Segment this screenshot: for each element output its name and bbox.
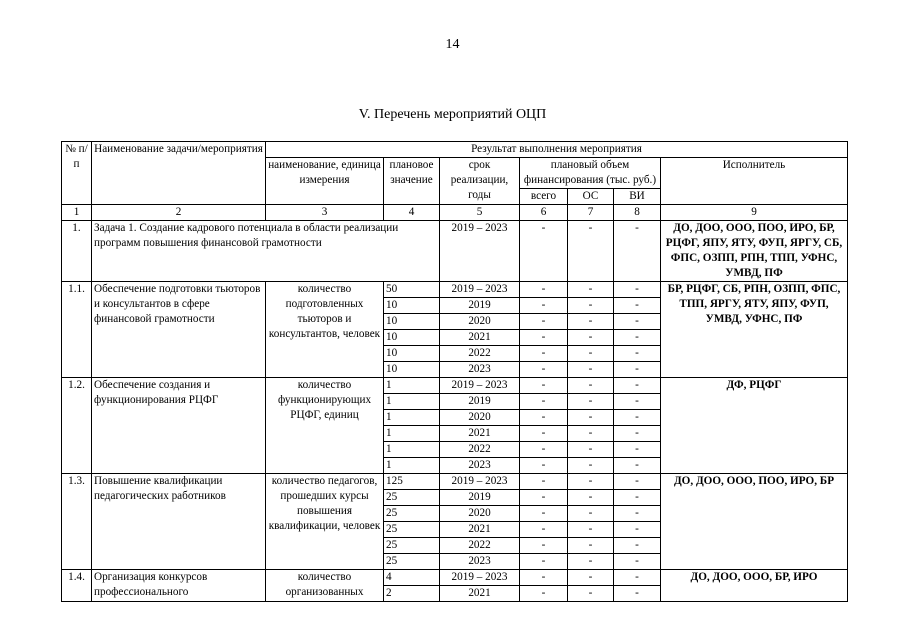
- plan-value-cell: 25: [384, 554, 440, 570]
- os-cell: -: [568, 394, 614, 410]
- header-indicator: наименование, единица измерения: [266, 158, 384, 205]
- activity-name: Обеспечение создания и функционирования РЦФГ: [92, 378, 266, 474]
- period-cell: 2023: [440, 362, 520, 378]
- activity-row: [62, 570, 848, 586]
- total-cell: -: [520, 586, 568, 602]
- plan-value-cell: 1: [384, 394, 440, 410]
- header-finance-group: плановый объем финансирования (тыс. руб.): [520, 158, 661, 189]
- vi-cell: -: [614, 538, 661, 554]
- col-number: 4: [384, 205, 440, 221]
- period-cell: 2021: [440, 522, 520, 538]
- period-cell: 2019 – 2023: [440, 282, 520, 298]
- os-cell: -: [568, 554, 614, 570]
- activity-executor: ДО, ДОО, ООО, ПОО, ИРО, БР: [661, 474, 848, 570]
- os-cell: -: [568, 442, 614, 458]
- task-row: [62, 221, 848, 282]
- activity-row: [62, 474, 848, 490]
- vi-cell: -: [614, 490, 661, 506]
- col-number: 7: [568, 205, 614, 221]
- activity-row: [62, 282, 848, 298]
- col-number: 6: [520, 205, 568, 221]
- os-cell: -: [568, 378, 614, 394]
- os-cell: -: [568, 330, 614, 346]
- vi-cell: -: [614, 474, 661, 490]
- period-cell: 2020: [440, 314, 520, 330]
- total-cell: -: [520, 522, 568, 538]
- period-cell: 2019: [440, 490, 520, 506]
- task-total: -: [520, 221, 568, 282]
- plan-value-cell: 2: [384, 586, 440, 602]
- header-row-1: [62, 142, 848, 158]
- total-cell: -: [520, 298, 568, 314]
- vi-cell: -: [614, 378, 661, 394]
- header-task-name: Наименование задачи/мероприятия: [92, 142, 266, 205]
- plan-value-cell: 1: [384, 410, 440, 426]
- section-title: V. Перечень мероприятий ОЦП: [358, 107, 547, 122]
- os-cell: -: [568, 522, 614, 538]
- total-cell: -: [520, 458, 568, 474]
- os-cell: -: [568, 282, 614, 298]
- os-cell: -: [568, 586, 614, 602]
- activities-table: [61, 141, 848, 602]
- os-cell: -: [568, 570, 614, 586]
- period-cell: 2020: [440, 506, 520, 522]
- period-cell: 2019 – 2023: [440, 378, 520, 394]
- header-os: ОС: [568, 189, 614, 205]
- activity-indicator: количество функционирующих РЦФГ, единиц: [266, 378, 384, 474]
- period-cell: 2023: [440, 554, 520, 570]
- header-plan-value: плановое значение: [384, 158, 440, 205]
- plan-value-cell: 50: [384, 282, 440, 298]
- total-cell: -: [520, 570, 568, 586]
- total-cell: -: [520, 538, 568, 554]
- page-number: 14: [445, 37, 460, 52]
- total-cell: -: [520, 426, 568, 442]
- plan-value-cell: 25: [384, 506, 440, 522]
- period-cell: 2021: [440, 426, 520, 442]
- activity-row: [62, 378, 848, 394]
- vi-cell: -: [614, 298, 661, 314]
- activity-executor: БР, РЦФГ, СБ, РПН, ОЗПП, ФПС, ТПП, ЯРГУ, ЯТУ, ЯПУ, ФУП, УМВД, УФНС, ПФ: [661, 282, 848, 378]
- activity-executor: ДО, ДОО, ООО, БР, ИРО: [661, 570, 848, 602]
- activity-num: 1.3.: [62, 474, 92, 570]
- activity-name: Организация конкурсов профессионального: [92, 570, 266, 602]
- period-cell: 2022: [440, 442, 520, 458]
- period-cell: 2019 – 2023: [440, 474, 520, 490]
- period-cell: 2021: [440, 330, 520, 346]
- total-cell: -: [520, 442, 568, 458]
- header-num: № п/п: [62, 142, 92, 205]
- total-cell: -: [520, 346, 568, 362]
- os-cell: -: [568, 298, 614, 314]
- col-number: 5: [440, 205, 520, 221]
- vi-cell: -: [614, 554, 661, 570]
- vi-cell: -: [614, 522, 661, 538]
- os-cell: -: [568, 362, 614, 378]
- total-cell: -: [520, 474, 568, 490]
- activity-num: 1.4.: [62, 570, 92, 602]
- col-number: 8: [614, 205, 661, 221]
- vi-cell: -: [614, 570, 661, 586]
- plan-value-cell: 10: [384, 330, 440, 346]
- os-cell: -: [568, 410, 614, 426]
- col-number: 3: [266, 205, 384, 221]
- period-cell: 2019 – 2023: [440, 570, 520, 586]
- total-cell: -: [520, 394, 568, 410]
- total-cell: -: [520, 506, 568, 522]
- header-total: всего: [520, 189, 568, 205]
- plan-value-cell: 10: [384, 346, 440, 362]
- header-result-group: Результат выполнения мероприятия: [266, 142, 848, 158]
- period-cell: 2021: [440, 586, 520, 602]
- activity-indicator: количество подготовленных тьюторов и консультантов, человек: [266, 282, 384, 378]
- vi-cell: -: [614, 362, 661, 378]
- col-number: 9: [661, 205, 848, 221]
- period-cell: 2019: [440, 394, 520, 410]
- plan-value-cell: 4: [384, 570, 440, 586]
- activity-indicator: количество организованных: [266, 570, 384, 602]
- header-vi: ВИ: [614, 189, 661, 205]
- period-cell: 2022: [440, 538, 520, 554]
- total-cell: -: [520, 378, 568, 394]
- activity-indicator: количество педагогов, прошедших курсы повышения квалификации, человек: [266, 474, 384, 570]
- task-num: 1.: [62, 221, 92, 282]
- period-cell: 2020: [440, 410, 520, 426]
- total-cell: -: [520, 490, 568, 506]
- task-vi: -: [614, 221, 661, 282]
- os-cell: -: [568, 458, 614, 474]
- header-executor: Исполнитель: [661, 158, 848, 205]
- activity-name: Повышение квалификации педагогических работников: [92, 474, 266, 570]
- task-executor: ДО, ДОО, ООО, ПОО, ИРО, БР, РЦФГ, ЯПУ, ЯТУ, ФУП, ЯРГУ, СБ, ФПС, ОЗПП, РПН, ТПП, УФНС, УМВД, ПФ: [661, 221, 848, 282]
- plan-value-cell: 1: [384, 442, 440, 458]
- plan-value-cell: 10: [384, 362, 440, 378]
- vi-cell: -: [614, 346, 661, 362]
- total-cell: -: [520, 362, 568, 378]
- plan-value-cell: 1: [384, 378, 440, 394]
- os-cell: -: [568, 426, 614, 442]
- task-period: 2019 – 2023: [440, 221, 520, 282]
- col-number: 1: [62, 205, 92, 221]
- vi-cell: -: [614, 394, 661, 410]
- os-cell: -: [568, 346, 614, 362]
- col-number: 2: [92, 205, 266, 221]
- column-number-row: [62, 205, 848, 221]
- plan-value-cell: 25: [384, 490, 440, 506]
- activity-executor: ДФ, РЦФГ: [661, 378, 848, 474]
- plan-value-cell: 10: [384, 298, 440, 314]
- period-cell: 2022: [440, 346, 520, 362]
- plan-value-cell: 25: [384, 522, 440, 538]
- vi-cell: -: [614, 586, 661, 602]
- vi-cell: -: [614, 426, 661, 442]
- header-period: срок реализации, годы: [440, 158, 520, 205]
- os-cell: -: [568, 506, 614, 522]
- os-cell: -: [568, 314, 614, 330]
- os-cell: -: [568, 490, 614, 506]
- plan-value-cell: 125: [384, 474, 440, 490]
- task-os: -: [568, 221, 614, 282]
- total-cell: -: [520, 282, 568, 298]
- period-cell: 2023: [440, 458, 520, 474]
- plan-value-cell: 1: [384, 426, 440, 442]
- plan-value-cell: 25: [384, 538, 440, 554]
- total-cell: -: [520, 410, 568, 426]
- total-cell: -: [520, 314, 568, 330]
- plan-value-cell: 10: [384, 314, 440, 330]
- vi-cell: -: [614, 330, 661, 346]
- os-cell: -: [568, 538, 614, 554]
- activity-num: 1.2.: [62, 378, 92, 474]
- vi-cell: -: [614, 458, 661, 474]
- total-cell: -: [520, 330, 568, 346]
- vi-cell: -: [614, 506, 661, 522]
- total-cell: -: [520, 554, 568, 570]
- activity-name: Обеспечение подготовки тьюторов и консультантов в сфере финансовой грамотности: [92, 282, 266, 378]
- vi-cell: -: [614, 442, 661, 458]
- plan-value-cell: 1: [384, 458, 440, 474]
- vi-cell: -: [614, 314, 661, 330]
- vi-cell: -: [614, 282, 661, 298]
- activity-num: 1.1.: [62, 282, 92, 378]
- vi-cell: -: [614, 410, 661, 426]
- os-cell: -: [568, 474, 614, 490]
- task-name: Задача 1. Создание кадрового потенциала в области реализации программ повышения финансовой грамотности: [92, 221, 440, 282]
- period-cell: 2019: [440, 298, 520, 314]
